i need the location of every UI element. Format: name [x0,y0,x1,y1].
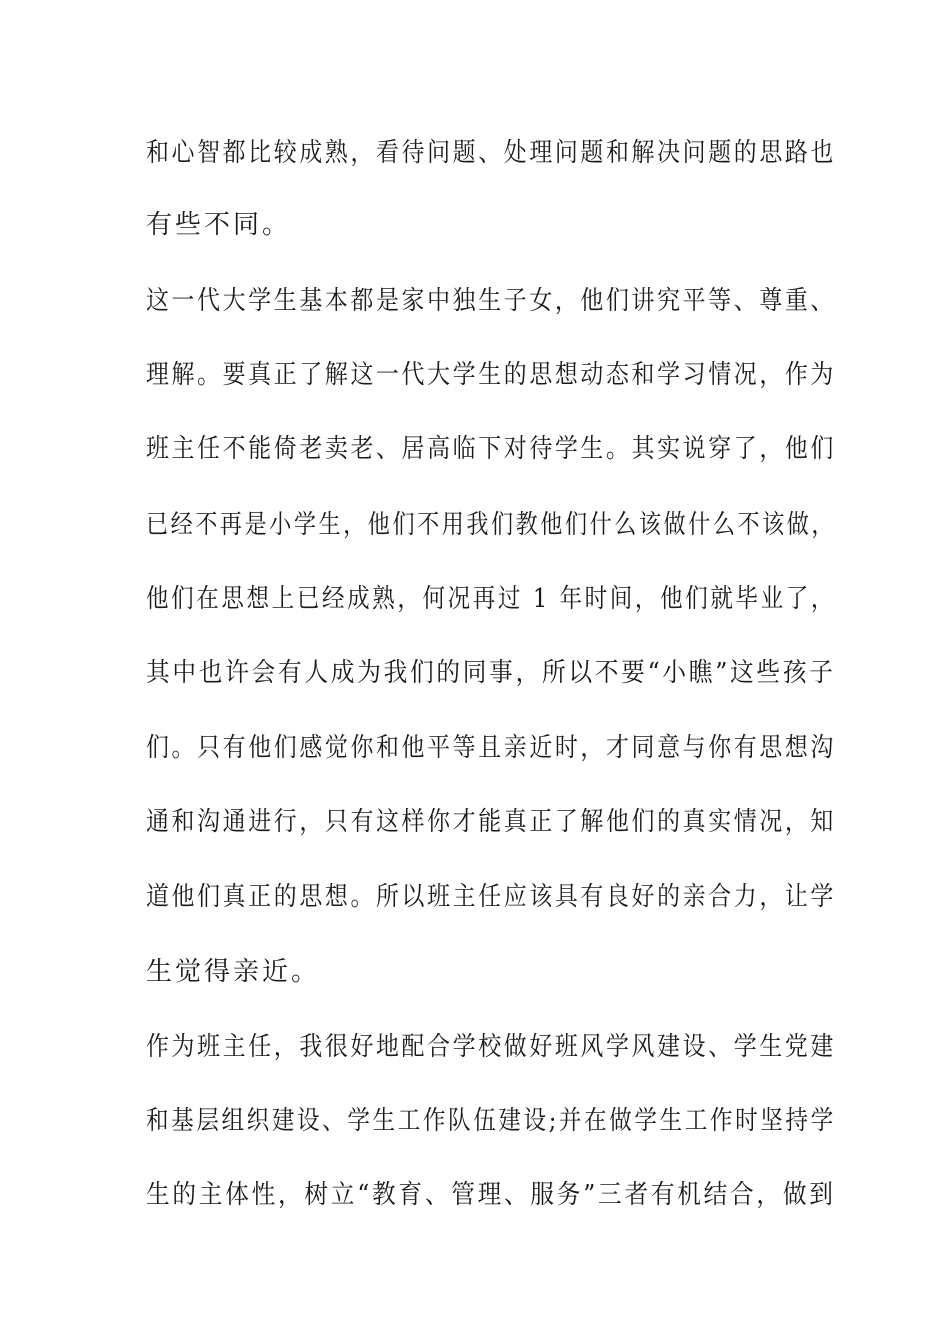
text-line: 这一代大学生基本都是家中独生子女，他们讲究平等、尊重、 [146,286,836,316]
text-line: 生觉得亲近。 [146,957,321,987]
text-line: 们。只有他们感觉你和他平等且亲近时，才同意与你有思想沟 [146,733,836,763]
text-line: 班主任不能倚老卖老、居高临下对待学生。其实说穿了，他们 [146,434,836,464]
text-line: 和基层组织建设、学生工作队伍建设;并在做学生工作时坚持学 [146,1106,836,1136]
text-line: 理解。要真正了解这一代大学生的思想动态和学习情况，作为 [146,360,836,390]
text-line: 其中也许会有人成为我们的同事，所以不要“小瞧”这些孩子 [146,658,836,688]
text-line: 生的主体性，树立“教育、管理、服务”三者有机结合，做到 [146,1180,836,1210]
text-line: 和心智都比较成熟，看待问题、处理问题和解决问题的思路也 [146,138,836,168]
text-line: 作为班主任，我很好地配合学校做好班风学风建设、学生党建 [146,1032,836,1062]
text-line: 他们在思想上已经成熟，何况再过 1 年时间，他们就毕业了， [146,584,837,614]
text-line: 有些不同。 [146,210,292,240]
text-line: 道他们真正的思想。所以班主任应该具有良好的亲合力，让学 [146,882,836,912]
text-line: 通和沟通进行，只有这样你才能真正了解他们的真实情况，知 [146,807,836,837]
text-line: 已经不再是小学生，他们不用我们教他们什么该做什么不该做， [146,510,837,540]
